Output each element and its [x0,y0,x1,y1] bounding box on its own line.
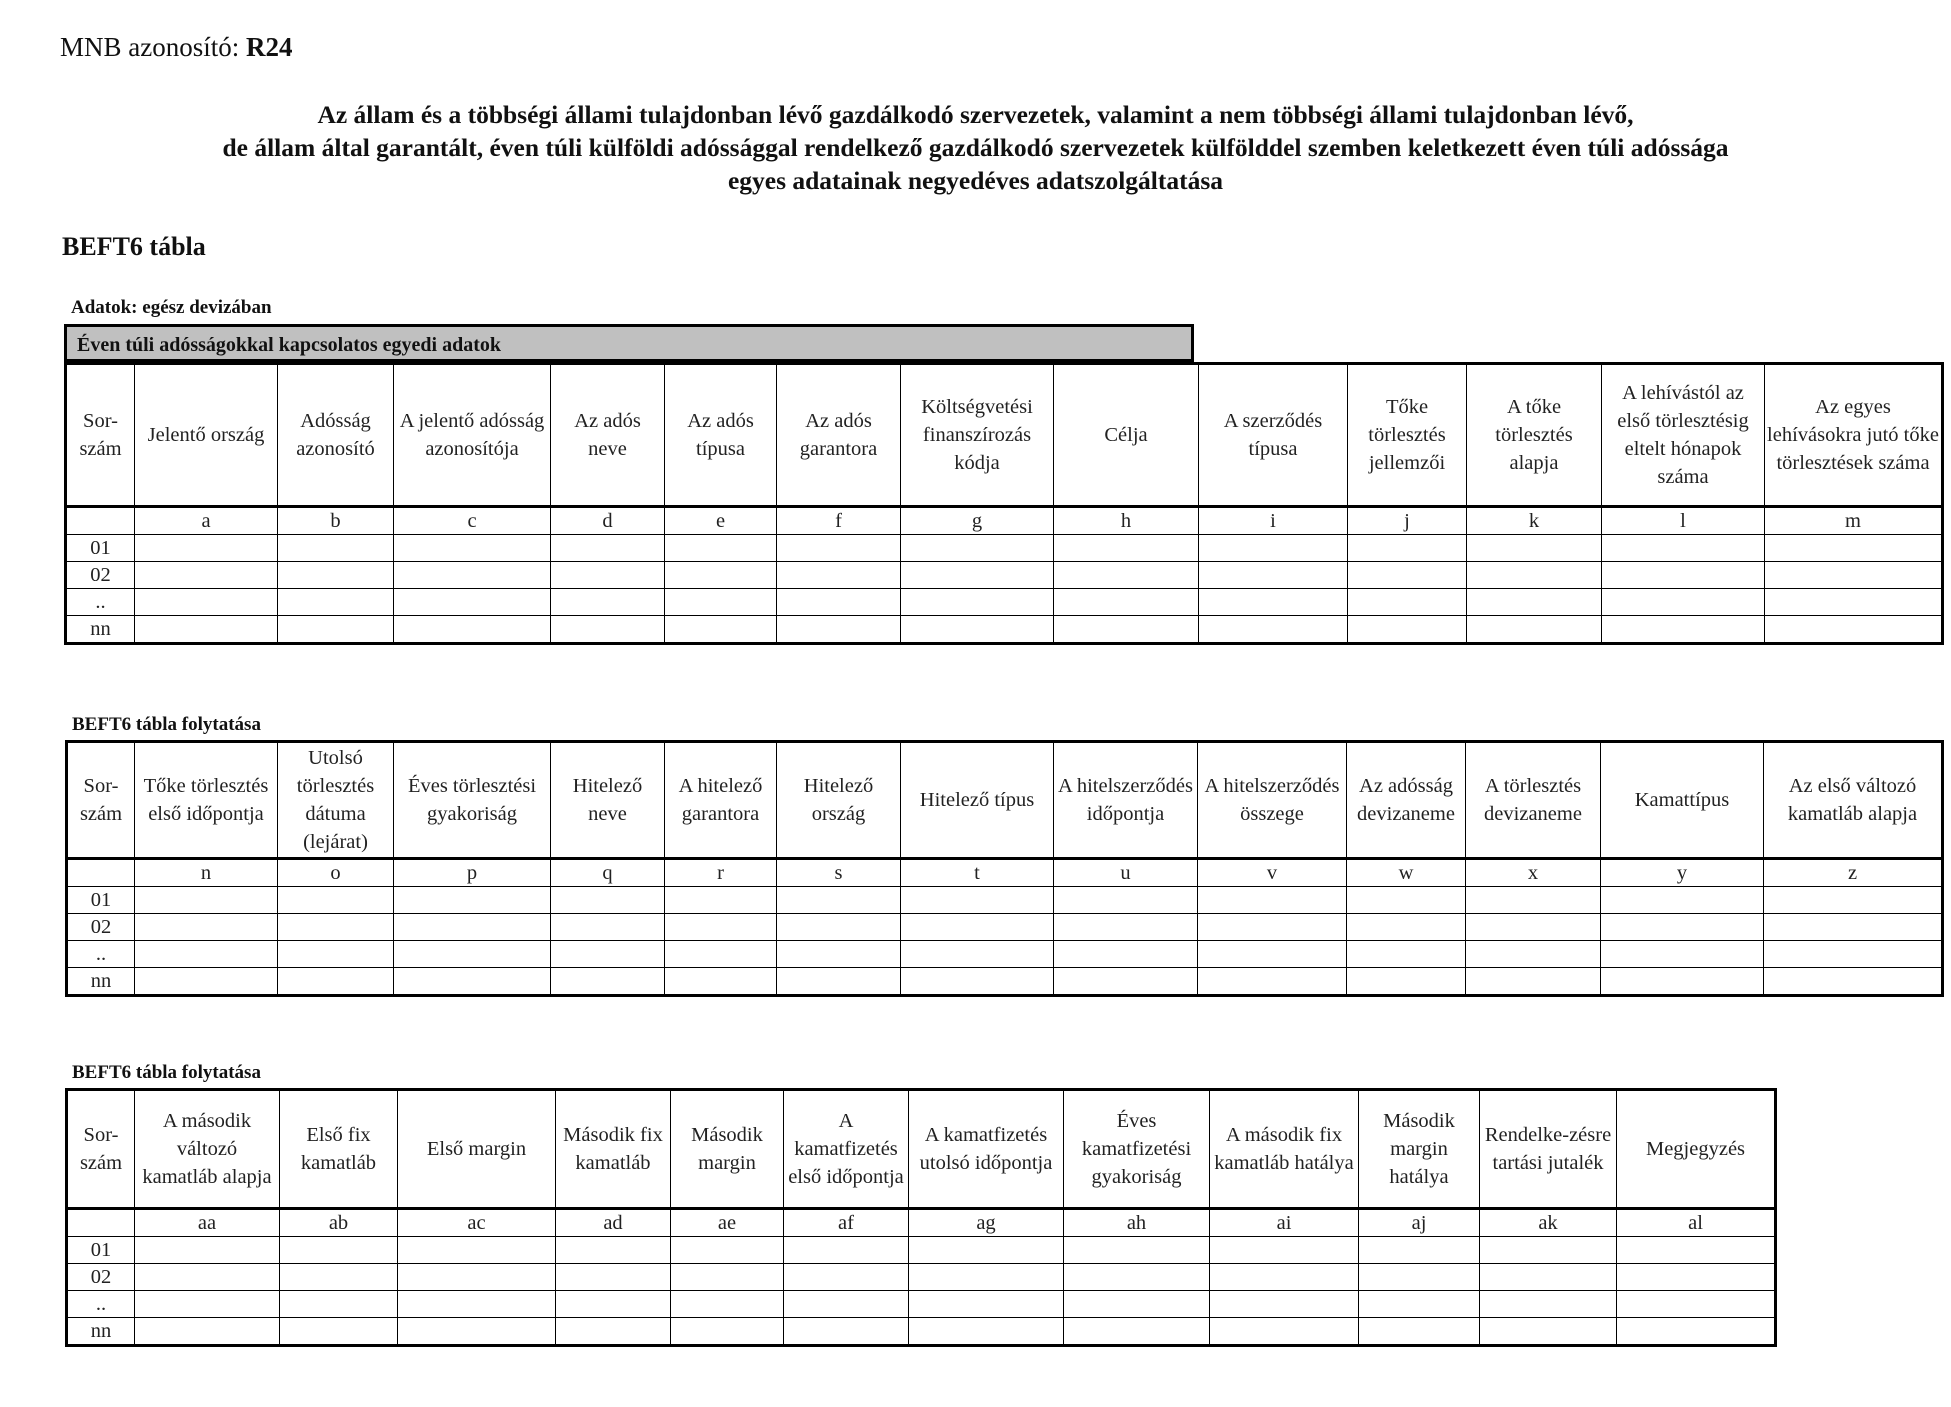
identifier-value: R24 [246,32,293,62]
column-letter: a [135,507,278,535]
header-row [67,1090,1776,1209]
data-cell[interactable] [1602,616,1765,644]
data-cell[interactable] [784,1291,909,1318]
data-cell[interactable] [784,1318,909,1346]
data-cell[interactable] [1764,941,1943,968]
data-cell[interactable] [1054,941,1198,968]
column-header: Az egyes lehívásokra jutó tőke törlesztések száma [1765,364,1943,507]
table-row [67,968,1943,996]
data-cell[interactable] [1617,1264,1776,1291]
column-letter [67,859,135,887]
column-letter: k [1467,507,1602,535]
column-letter: q [551,859,665,887]
column-header: Az adós garantora [777,364,901,507]
data-cell[interactable] [777,616,901,644]
row-code: nn [66,616,135,644]
column-letter: i [1199,507,1348,535]
row-code: 01 [67,887,135,914]
column-letter: aa [135,1209,280,1237]
table-part-2 [65,740,1944,997]
column-header: Célja [1054,364,1199,507]
row-code: 01 [67,1237,135,1264]
data-cell[interactable] [665,562,777,589]
table-row [66,562,1943,589]
data-cell[interactable] [671,1318,784,1346]
column-header: Az adósság devizaneme [1347,742,1466,859]
data-cell[interactable] [1765,535,1943,562]
data-cell[interactable] [665,968,777,996]
column-header: Jelentő ország [135,364,278,507]
column-letter: ab [280,1209,398,1237]
column-letter: r [665,859,777,887]
data-cell[interactable] [1064,1237,1210,1264]
data-cell[interactable] [1466,968,1601,996]
row-code: 02 [66,562,135,589]
data-cell[interactable] [784,1264,909,1291]
data-cell[interactable] [135,562,278,589]
column-letter: t [901,859,1054,887]
column-header: Éves kamatfizetési gyakoriság [1064,1090,1210,1209]
data-cell[interactable] [1466,914,1601,941]
row-code: 01 [66,535,135,562]
table-row [67,914,1943,941]
data-cell[interactable] [777,968,901,996]
column-letter: f [777,507,901,535]
column-header: Rendelke-zésre tartási jutalék [1480,1090,1617,1209]
column-header: Második fix kamatláb [556,1090,671,1209]
data-cell[interactable] [394,535,551,562]
data-cell[interactable] [1601,887,1764,914]
data-cell[interactable] [1765,616,1943,644]
data-cell[interactable] [1199,535,1348,562]
table-row [67,941,1943,968]
data-cell[interactable] [901,941,1054,968]
column-letter: x [1466,859,1601,887]
data-cell[interactable] [1348,589,1467,616]
column-letter [67,1209,135,1237]
data-cell[interactable] [1210,1318,1359,1346]
column-header: Sor-szám [67,1090,135,1209]
data-cell[interactable] [394,968,551,996]
data-cell[interactable] [551,887,665,914]
data-cell[interactable] [1348,616,1467,644]
column-letter: ae [671,1209,784,1237]
column-header: Hitelező típus [901,742,1054,859]
column-letter: ah [1064,1209,1210,1237]
data-cell[interactable] [1359,1318,1480,1346]
title-line-3: egyes adatainak negyedéves adatszolgáltatása [727,166,1224,195]
data-cell[interactable] [1765,589,1943,616]
data-cell[interactable] [394,914,551,941]
data-cell[interactable] [1348,535,1467,562]
column-letter: ag [909,1209,1064,1237]
data-cell[interactable] [398,1291,556,1318]
column-letter: w [1347,859,1466,887]
column-header: Éves törlesztési gyakoriság [394,742,551,859]
data-cell[interactable] [135,1237,280,1264]
data-cell[interactable] [1764,968,1943,996]
column-header: Megjegyzés [1617,1090,1776,1209]
data-cell[interactable] [1617,1237,1776,1264]
column-header: Hitelező ország [777,742,901,859]
column-letter: l [1602,507,1765,535]
header-row [67,742,1943,859]
column-header: A tőke törlesztés alapja [1467,364,1602,507]
table-row [66,535,1943,562]
data-cell[interactable] [777,941,901,968]
data-cell[interactable] [901,562,1054,589]
table-row [66,616,1943,644]
data-cell[interactable] [135,616,278,644]
data-cell[interactable] [1617,1291,1776,1318]
column-header: A hitelszerződés időpontja [1054,742,1198,859]
column-header: A hitelszerződés összege [1198,742,1347,859]
row-code: .. [66,589,135,616]
column-header: A törlesztés devizaneme [1466,742,1601,859]
title-line-1: Az állam és a többségi állami tulajdonban lévő gazdálkodó szervezetek, valamint a nem többségi állami tulajdonban lévő, [317,100,1634,129]
column-header: Első fix kamatláb [280,1090,398,1209]
column-letter: z [1764,859,1943,887]
data-cell[interactable] [135,1264,280,1291]
data-cell[interactable] [1199,562,1348,589]
column-header: A kamatfizetés utolsó időpontja [909,1090,1064,1209]
data-cell[interactable] [1466,887,1601,914]
column-header: Adósság azonosító [278,364,394,507]
column-letter: o [278,859,394,887]
column-letter: al [1617,1209,1776,1237]
data-cell[interactable] [901,887,1054,914]
data-cell[interactable] [135,968,278,996]
row-code: .. [67,1291,135,1318]
data-cell[interactable] [1064,1291,1210,1318]
mnb-identifier [60,32,293,63]
column-header: Második margin [671,1090,784,1209]
data-cell[interactable] [1359,1291,1480,1318]
column-header: A hitelező garantora [665,742,777,859]
column-letter-row [67,1209,1776,1237]
data-cell[interactable] [1617,1318,1776,1346]
data-cell[interactable] [551,535,665,562]
data-cell[interactable] [135,1291,280,1318]
data-cell[interactable] [1198,914,1347,941]
data-cell[interactable] [1480,1318,1617,1346]
data-cell[interactable] [909,1318,1064,1346]
column-letter: j [1348,507,1467,535]
data-cell[interactable] [777,562,901,589]
data-cell[interactable] [280,1291,398,1318]
data-cell[interactable] [1347,968,1466,996]
data-cell[interactable] [1054,887,1198,914]
data-cell[interactable] [278,562,394,589]
column-letter: aj [1359,1209,1480,1237]
column-header: Tőke törlesztés első időpontja [135,742,278,859]
data-cell[interactable] [1210,1237,1359,1264]
column-header: Utolsó törlesztés dátuma (lejárat) [278,742,394,859]
units-note: Adatok: egész devizában [71,297,272,318]
data-cell[interactable] [665,535,777,562]
data-cell[interactable] [1210,1291,1359,1318]
column-letter [66,507,135,535]
data-cell[interactable] [551,914,665,941]
column-letter: v [1198,859,1347,887]
table-row [67,887,1943,914]
data-cell[interactable] [280,1318,398,1346]
data-cell[interactable] [398,1264,556,1291]
column-header: Hitelező neve [551,742,665,859]
continuation-label-2: BEFT6 tábla folytatása [72,1062,261,1083]
column-letter: ac [398,1209,556,1237]
data-cell[interactable] [777,589,901,616]
data-cell[interactable] [1466,941,1601,968]
data-cell[interactable] [135,1318,280,1346]
column-letter: n [135,859,278,887]
column-letter: d [551,507,665,535]
data-cell[interactable] [1199,616,1348,644]
data-cell[interactable] [1359,1237,1480,1264]
data-cell[interactable] [1054,968,1198,996]
data-cell[interactable] [278,535,394,562]
data-cell[interactable] [665,941,777,968]
data-cell[interactable] [909,1264,1064,1291]
data-cell[interactable] [665,589,777,616]
data-cell[interactable] [901,914,1054,941]
column-header: A második változó kamatláb alapja [135,1090,280,1209]
table-name: BEFT6 tábla [62,232,206,261]
data-cell[interactable] [551,589,665,616]
column-header: Az adós típusa [665,364,777,507]
column-letter: y [1601,859,1764,887]
column-header: Költségvetési finanszírozás kódja [901,364,1054,507]
data-cell[interactable] [394,941,551,968]
data-cell[interactable] [556,1318,671,1346]
column-letter: ak [1480,1209,1617,1237]
column-letter: ai [1210,1209,1359,1237]
data-cell[interactable] [135,887,278,914]
row-code: 02 [67,1264,135,1291]
data-cell[interactable] [901,589,1054,616]
data-cell[interactable] [1054,589,1199,616]
data-cell[interactable] [278,914,394,941]
identifier-label: MNB azonosító: [60,32,240,62]
data-cell[interactable] [909,1237,1064,1264]
column-header: Kamattípus [1601,742,1764,859]
column-header: A lehívástól az első törlesztésig eltelt hónapok száma [1602,364,1765,507]
data-cell[interactable] [556,1264,671,1291]
column-letter: m [1765,507,1943,535]
data-cell[interactable] [1601,968,1764,996]
row-code: nn [67,1318,135,1346]
data-cell[interactable] [135,914,278,941]
column-letter: p [394,859,551,887]
data-cell[interactable] [398,1318,556,1346]
data-cell[interactable] [1467,616,1602,644]
data-cell[interactable] [777,535,901,562]
data-cell[interactable] [398,1237,556,1264]
column-letter-row [67,859,1943,887]
data-cell[interactable] [671,1237,784,1264]
row-code: .. [67,941,135,968]
data-cell[interactable] [909,1291,1064,1318]
column-letter: b [278,507,394,535]
data-cell[interactable] [1054,616,1199,644]
column-header: Második margin hatálya [1359,1090,1480,1209]
table-row [67,1291,1776,1318]
column-header: Az első változó kamatláb alapja [1764,742,1943,859]
data-cell[interactable] [1602,562,1765,589]
data-cell[interactable] [135,941,278,968]
data-cell[interactable] [551,616,665,644]
data-cell[interactable] [901,968,1054,996]
column-letter: u [1054,859,1198,887]
table-row [67,1318,1776,1346]
column-header: Az adós neve [551,364,665,507]
column-letter: e [665,507,777,535]
data-cell[interactable] [1054,535,1199,562]
data-cell[interactable] [1054,562,1199,589]
data-cell[interactable] [278,968,394,996]
table-row [67,1237,1776,1264]
column-header: Sor-szám [67,742,135,859]
group-header: Éven túli adósságokkal kapcsolatos egyedi adatok [64,324,1194,362]
title-line-2: de állam által garantált, éven túli külföldi adóssággal rendelkező gazdálkodó szervezetek külfölddel szemben keletkezett éven túli adóssága [222,133,1729,162]
column-header: A jelentő adósság azonosítója [394,364,551,507]
data-cell[interactable] [280,1264,398,1291]
data-cell[interactable] [1198,941,1347,968]
data-cell[interactable] [665,887,777,914]
table-row [66,589,1943,616]
data-cell[interactable] [1602,535,1765,562]
data-cell[interactable] [556,1291,671,1318]
column-letter: g [901,507,1054,535]
data-cell[interactable] [901,535,1054,562]
data-cell[interactable] [784,1237,909,1264]
data-cell[interactable] [1064,1318,1210,1346]
data-cell[interactable] [1602,589,1765,616]
data-cell[interactable] [1467,535,1602,562]
data-cell[interactable] [1765,562,1943,589]
continuation-label-1: BEFT6 tábla folytatása [72,714,261,735]
column-letter: h [1054,507,1199,535]
data-cell[interactable] [394,589,551,616]
data-cell[interactable] [671,1291,784,1318]
data-cell[interactable] [1480,1291,1617,1318]
column-letter: ad [556,1209,671,1237]
table-part-3 [65,1088,1777,1347]
data-cell[interactable] [1764,914,1943,941]
data-cell[interactable] [394,887,551,914]
data-cell[interactable] [1467,589,1602,616]
data-cell[interactable] [1359,1264,1480,1291]
data-cell[interactable] [278,616,394,644]
table-row [67,1264,1776,1291]
data-cell[interactable] [665,914,777,941]
data-cell[interactable] [665,616,777,644]
column-header: Tőke törlesztés jellemzői [1348,364,1467,507]
data-cell[interactable] [1601,941,1764,968]
row-code: 02 [67,914,135,941]
column-letter: s [777,859,901,887]
data-cell[interactable] [135,535,278,562]
column-letter: c [394,507,551,535]
column-header: A szerződés típusa [1199,364,1348,507]
column-letter-row [66,507,1943,535]
data-cell[interactable] [671,1264,784,1291]
data-cell[interactable] [278,589,394,616]
data-cell[interactable] [777,887,901,914]
column-header: Első margin [398,1090,556,1209]
data-cell[interactable] [1480,1264,1617,1291]
data-cell[interactable] [1347,887,1466,914]
document-title [0,98,1951,197]
data-cell[interactable] [1347,914,1466,941]
data-cell[interactable] [1348,562,1467,589]
header-row [66,364,1943,507]
data-cell[interactable] [280,1237,398,1264]
column-header: A második fix kamatláb hatálya [1210,1090,1359,1209]
table-part-1 [64,362,1944,645]
data-cell[interactable] [1210,1264,1359,1291]
data-cell[interactable] [1601,914,1764,941]
column-header: A kamatfizetés első időpontja [784,1090,909,1209]
column-header: Sor-szám [66,364,135,507]
data-cell[interactable] [1199,589,1348,616]
data-cell[interactable] [556,1237,671,1264]
data-cell[interactable] [394,616,551,644]
data-cell[interactable] [1054,914,1198,941]
data-cell[interactable] [1198,887,1347,914]
data-cell[interactable] [1064,1264,1210,1291]
data-cell[interactable] [278,887,394,914]
data-cell[interactable] [551,941,665,968]
data-cell[interactable] [551,968,665,996]
data-cell[interactable] [1480,1237,1617,1264]
data-cell[interactable] [278,941,394,968]
data-cell[interactable] [1347,941,1466,968]
data-cell[interactable] [394,562,551,589]
data-cell[interactable] [1198,968,1347,996]
column-letter: af [784,1209,909,1237]
data-cell[interactable] [777,914,901,941]
row-code: nn [67,968,135,996]
data-cell[interactable] [135,589,278,616]
data-cell[interactable] [1467,562,1602,589]
data-cell[interactable] [551,562,665,589]
data-cell[interactable] [1764,887,1943,914]
data-cell[interactable] [901,616,1054,644]
